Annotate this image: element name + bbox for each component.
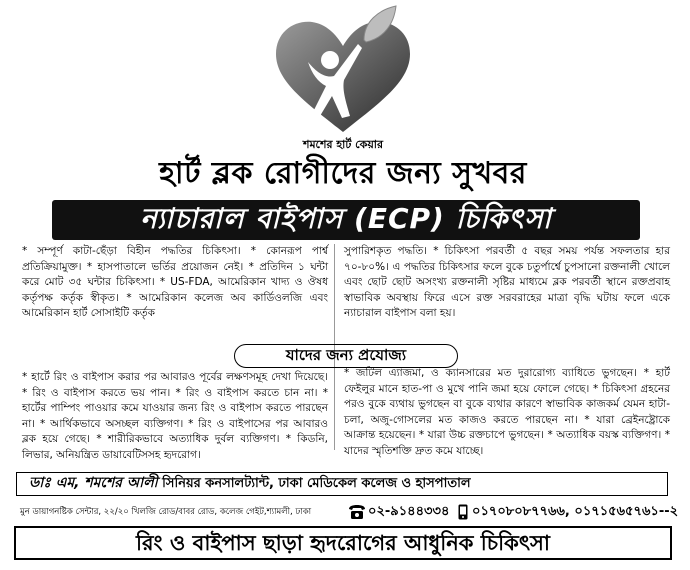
telephone-icon: [348, 504, 366, 520]
footer-slogan: রিং ও বাইপাস ছাড়া হৃদরোগের আধুনিক চিকিৎসা: [14, 526, 672, 560]
intro-right-text: সুপারিশকৃত পদ্ধতি। * চিকিৎসা পরবর্তী ৫ বছর সময় পর্যন্ত সফলতার হার ৭০-৮০%। এ পদ্ধতির চিকিৎসার ফলে বুকে চতুর্পার্শ্বে চুপসানো রক্তনালী খোলে এবং ছোট ছোট অসংখ্য রক্তনালী সৃষ্টির মাধ্যমে ব্লক পরবর্তী স্থানে রক্তপ্রবাহ স্বাভাবিক অবস্থায় ফিরে এসে রক্ত সরবরাহের মাত্রা বৃদ্ধি ঘটায় ফলে একে ন্যাচারাল বাইপাস বলা হয়।: [344, 245, 670, 319]
heart-person-leaf-logo: [268, 4, 418, 136]
logo-caption: শমশের হার্ট কেয়ার: [302, 138, 384, 151]
headline: হার্ট ব্লক রোগীদের জন্য সুখবর: [159, 156, 527, 191]
doctor-line: [16, 472, 668, 496]
contact-line: [16, 502, 679, 522]
intro-left-text: * সম্পূর্ণ কাটা-ছেঁড়া বিহীন পদ্ধতির চিকিৎসা। * কোনরূপ পার্শ্ব প্রতিক্রিয়ামুক্ত। * হাসপাতালে ভর্তির প্রয়োজন নেই। * প্রতিদিন ১ ঘন্টা করে মোট ৩৫ ঘন্টার চিকিৎসা। * US-FDA, আমেরিকান খাদ্য ও ঔষধ কর্তৃপক্ষ কর্তৃক স্বীকৃত। * আমেরিকান কলেজ অব কার্ডিওলজি এবং আমেরিকান হার্ট সোসাইটি কর্তৃক: [22, 245, 328, 319]
applicable-heading: যাদের জন্য প্রযোজ্য: [234, 344, 458, 368]
doctor-name: ডাঃ এম, শমশের আলী: [29, 475, 158, 491]
mobile-numbers: ০১৭০৮০৮৭৭৬৬, ০১৭১৫৬৫৭৬১--২: [472, 504, 679, 519]
applicable-left-text: * হার্টে রিং ও বাইপাস করার পর আবারও পূর্বের লক্ষণসমূহ দেখা দিয়েছে। * রিং ও বাইপাস করতে ভয় পান। * রিং ও বাইপাস করতে চান না। * হার্টের পাম্পিং পাওয়ার কমে যাওয়ার জন্য রিং ও বাইপাস করতে পারছেন না। * আর্থিকভাবে অসচ্ছল ব্যক্তিগণ। * রিং ও বাইপাসের পর আবারও ব্লক হয়ে গেছে। * শারীরিকভাবে অত্যাধিক দুর্বল ব্যক্তিগণ। * কিডনি, লিভার, অনিয়ন্ত্রিত ডায়াবেটিসসহ হৃদরোগ।: [22, 371, 328, 461]
mobile-phone-icon: [458, 504, 468, 520]
doctor-title: সিনিয়র কনসালট্যান্ট, ঢাকা মেডিকেল কলেজ ও হাসপাতাল: [162, 476, 471, 491]
person-head: [321, 51, 339, 69]
address: মুন ডায়াগনষ্টিক সেন্টার, ২২/২০ খিলজি রোড/বাবর রোড, কলেজ গেইট,শ্যামলী, ঢাকা: [20, 507, 312, 517]
treatment-banner: ন্যাচারাল বাইপাস (ECP) চিকিৎসা: [52, 200, 640, 240]
applicable-right-text: * জটিল এ্যাজমা, ও ক্যানসারের মত দুরারোগ্য ব্যাধিতে ভুগছেন। * হার্ট ফেইলুর মানে হাত-পা ও মুখে পানি জমা হয়ে ফোলে গেছে। * চিকিৎসা গ্রহনের পরও বুকে ব্যথায় ভুগছেন বা বুকে ব্যথার কারণে স্বাভাবিক কাজকর্ম যেমন হাটা-চলা, অজু-গোসলের মত কাজও করতে পারছেন না। * যারা ব্রেইনষ্ট্রোকে আক্রান্ত হয়েছেন। * যারা উচ্চ রক্তচাপে ভুগছেন। * অত্যাধিক বয়স্ক ব্যক্তিগণ। * যাদের স্মৃতিশক্তি দ্রুত কমে যাচ্ছে।: [344, 367, 670, 457]
advertisement: [6, 4, 680, 562]
phone-number: ০২-৯১৪৪৩৩৪: [368, 504, 450, 519]
